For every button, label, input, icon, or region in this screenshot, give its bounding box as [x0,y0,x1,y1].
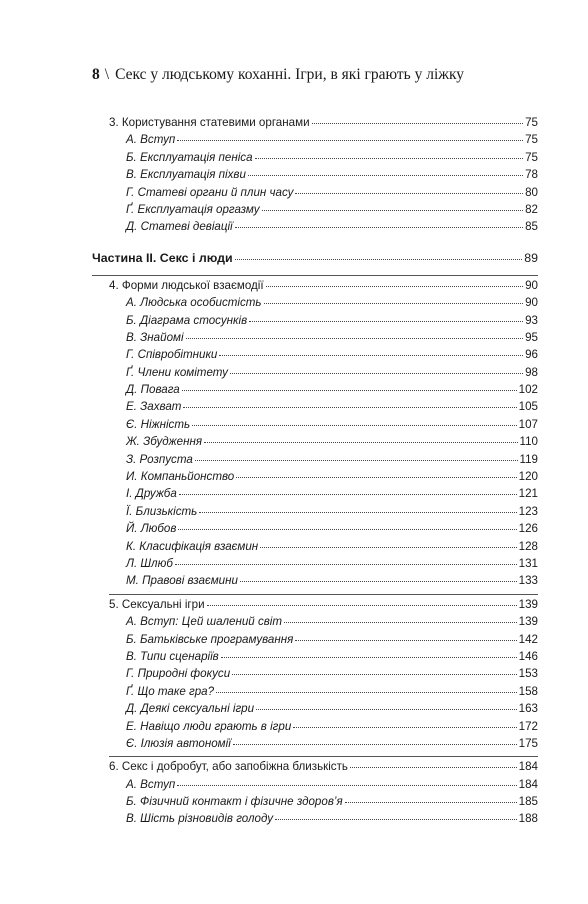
toc-page-number: 163 [518,702,538,716]
toc-section-row[interactable] [126,383,538,400]
dot-leader [264,303,524,304]
part-divider [92,275,538,276]
toc-section-row[interactable] [126,314,538,331]
toc-section-row[interactable] [126,470,538,487]
toc-entry-title: Д. Повага [126,383,180,397]
toc-section-row[interactable] [126,633,538,650]
toc-section-row[interactable] [126,778,538,795]
dot-leader [345,802,517,803]
toc-chapter-row[interactable] [109,760,538,777]
dot-leader [219,355,523,356]
toc-page-number: 110 [519,435,538,449]
dot-leader [248,175,523,176]
toc-entry-title: З. Розпуста [126,452,193,466]
toc-section-row[interactable] [126,650,538,667]
toc-page-number: 131 [518,556,538,570]
toc-entry-title: Ґ. Члени комітету [126,365,228,379]
toc-section-row[interactable] [126,615,538,632]
toc-page-number: 75 [525,116,538,129]
dot-leader [179,494,517,495]
toc-section-row[interactable] [126,133,538,150]
toc-section-row[interactable] [126,348,538,365]
toc-entry-title: И. Компаньйонство [126,470,235,484]
toc-entry-title: А. Вступ [126,777,176,791]
toc-page-number: 80 [525,185,538,199]
header-separator: \ [104,66,110,83]
dot-leader [284,622,517,623]
toc-page-number: 89 [524,250,538,265]
table-of-contents [92,116,538,830]
toc-entry-title: А. Людська особистість [126,296,262,310]
toc-section-row[interactable] [126,435,538,452]
dot-leader [186,338,524,339]
dot-leader [216,692,517,693]
dot-leader [262,210,524,211]
toc-page-number: 75 [525,150,538,164]
toc-page-number: 78 [525,168,538,182]
toc-entry-title: Е. Навіщо люди грають в ігри [126,719,292,733]
toc-section-row[interactable] [126,296,538,313]
dot-leader [177,785,516,786]
toc-page-number: 85 [525,220,538,234]
dot-leader [240,581,517,582]
toc-chapter-row[interactable] [109,598,538,615]
dot-leader [295,640,516,641]
toc-section-row[interactable] [126,522,538,539]
toc-section-row[interactable] [126,186,538,203]
dot-leader [207,605,517,606]
page-number: 8 [92,66,100,83]
chapter-divider [109,594,538,595]
toc-entry-title: І. Дружба [126,487,177,501]
dot-leader [249,321,523,322]
toc-page-number: 82 [525,202,538,216]
toc-page-number: 98 [525,365,538,379]
toc-entry-title: В. Шість різновидів голоду [126,812,274,826]
toc-page-number: 121 [518,487,538,501]
toc-page-number: 90 [525,296,538,310]
toc-section-row[interactable] [126,812,538,829]
toc-section-row[interactable] [126,418,538,435]
toc-section-row[interactable] [126,557,538,574]
dot-leader [232,674,517,675]
toc-page-number: 90 [525,278,538,292]
toc-page-number: 139 [518,597,538,611]
toc-entry-title: Е. Захват [126,400,182,414]
toc-entry-title: В. Типи сценаріїв [126,649,219,663]
toc-page-number: 139 [518,615,538,629]
toc-section-row[interactable] [126,667,538,684]
dot-leader [235,259,523,260]
toc-page-number: 172 [518,719,538,733]
toc-entry-title: Б. Фізичний контакт і фізичне здоров’я [126,795,343,809]
dot-leader [255,158,524,159]
running-header [92,66,532,84]
toc-page-number: 75 [525,133,538,147]
toc-entry-title: Частина ІІ. Секс і люди [92,250,233,265]
dot-leader [230,373,523,374]
toc-section-row[interactable] [126,540,538,557]
toc-section-row[interactable] [126,737,538,754]
toc-entry-title: Г. Природні фокуси [126,667,231,681]
toc-section-row[interactable] [126,400,538,417]
dot-leader [175,564,517,565]
dot-leader [235,227,523,228]
toc-entry-title: А. Вступ: Цей шалений світ [126,615,283,629]
dot-leader [199,512,516,513]
toc-page-number: 107 [518,417,538,431]
dot-leader [177,140,523,141]
toc-page-number: 126 [518,522,538,536]
toc-page-number: 123 [518,504,538,518]
book-title: Секс у людському коханні. Ігри, в які грають у ліжку [115,66,465,83]
toc-page-number: 184 [518,777,538,791]
toc-page-number: 102 [518,383,538,397]
toc-page-number: 133 [518,574,538,588]
toc-entry-title: Є. Ілюзія автономії [126,736,231,750]
toc-entry-title: 5. Сексуальні ігри [109,597,205,611]
toc-section-row[interactable] [126,487,538,504]
toc-section-row[interactable] [126,168,538,185]
dot-leader [260,547,516,548]
toc-entry-title: Й. Любов [126,522,177,536]
toc-entry-title: Є. Ніжність [126,417,191,431]
toc-entry-title: 3. Користування статевими органами [109,116,310,129]
dot-leader [233,744,517,745]
dot-leader [312,123,524,124]
toc-section-row[interactable] [126,453,538,470]
toc-page-number: 153 [518,667,538,681]
toc-section-row[interactable] [126,366,538,383]
toc-page-number: 95 [525,330,538,344]
toc-chapter-row[interactable] [109,279,538,296]
toc-section-row[interactable] [126,795,538,812]
toc-entry-title: Д. Статеві девіації [126,220,233,234]
toc-entry-title: Б. Експлуатація пеніса [126,150,253,164]
toc-section-row[interactable] [126,505,538,522]
toc-entry-title: Ї. Близькість [126,504,198,518]
toc-page-number: 120 [518,470,538,484]
dot-leader [192,425,517,426]
toc-page-number: 119 [519,452,538,466]
dot-leader [350,767,517,768]
toc-entry-title: А. Вступ [126,133,176,147]
dot-leader [295,193,523,194]
dot-leader [178,529,516,530]
dot-leader [204,442,517,443]
dot-leader [266,286,523,287]
dot-leader [293,727,516,728]
toc-entry-title: Ж. Збудження [126,435,203,449]
toc-section-row[interactable] [126,331,538,348]
toc-page-number: 96 [525,348,538,362]
toc-section-row[interactable] [126,574,538,591]
toc-entry-title: 4. Форми людської взаємодії [109,278,264,292]
toc-entry-title: К. Класифікація взаємин [126,539,259,553]
toc-page-number: 128 [518,539,538,553]
dot-leader [275,819,517,820]
dot-leader [183,407,516,408]
toc-entry-title: 6. Секс і добробут, або запобіжна близькість [109,760,348,774]
dot-leader [182,390,517,391]
dot-leader [195,460,518,461]
toc-entry-title: Б. Батьківське програмування [126,632,294,646]
dot-leader [221,657,517,658]
toc-entry-title: Ґ. Експлуатація оргазму [126,202,260,216]
toc-page-number: 146 [518,649,538,663]
toc-entry-title: Л. Шлюб [126,556,173,570]
toc-page-number: 175 [518,736,538,750]
toc-section-row[interactable] [126,685,538,702]
toc-entry-title: В. Експлуатація піхви [126,168,246,182]
dot-leader [236,477,516,478]
toc-page-number: 184 [518,760,538,774]
toc-entry-title: Д. Деякі сексуальні ігри [126,702,255,716]
toc-section-row[interactable] [126,702,538,719]
toc-page-number: 185 [518,795,538,809]
toc-entry-title: Г. Статеві органи й плин часу [126,185,294,199]
toc-page-number: 142 [518,632,538,646]
toc-section-row[interactable] [126,720,538,737]
toc-page-number: 105 [518,400,538,414]
toc-entry-title: Г. Співробітники [126,348,218,362]
toc-chapter-row[interactable] [109,116,538,133]
toc-entry-title: Б. Діаграма стосунків [126,313,248,327]
toc-section-row[interactable] [126,220,538,237]
dot-leader [256,709,517,710]
toc-section-row[interactable] [126,203,538,220]
toc-page-number: 93 [525,313,538,327]
toc-page-number: 188 [518,812,538,826]
toc-part-row[interactable] [92,251,538,273]
toc-entry-title: Ґ. Що таке гра? [126,684,215,698]
chapter-divider [109,756,538,757]
toc-page-number: 158 [518,684,538,698]
toc-entry-title: В. Знайомі [126,330,184,344]
toc-section-row[interactable] [126,151,538,168]
toc-entry-title: М. Правові взаємини [126,574,238,588]
